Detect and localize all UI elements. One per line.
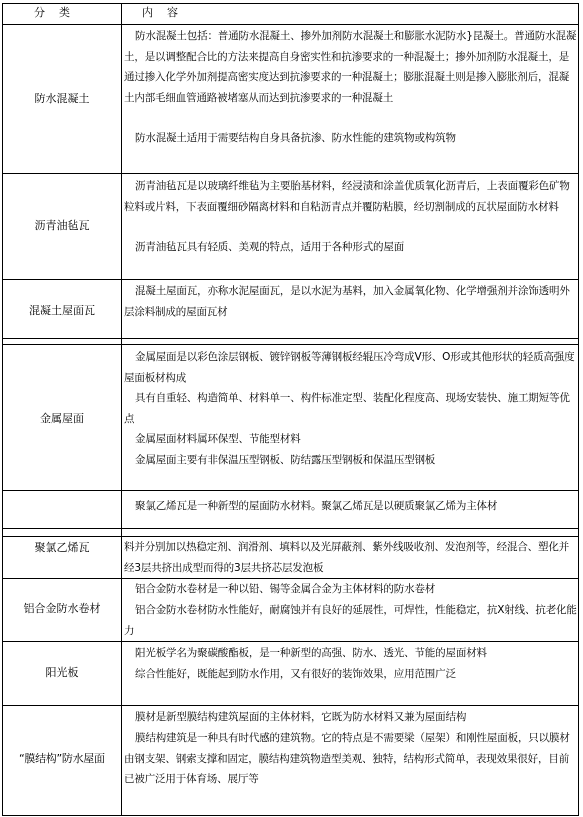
content-paragraph: 混凝土屋面瓦，亦称水泥屋面瓦，是以水泥为基料，加入金属氧化物、化学增强剂并涂饰透明外层涂料制成的屋面瓦材	[124, 285, 570, 318]
category-cell: 沥青油毡瓦	[34, 219, 90, 232]
section-break-line	[2, 344, 579, 345]
category-cell: 混凝土屋面瓦	[29, 304, 95, 317]
content-paragraph: 料并分别加以热稳定剂、润滑剂、填料以及光屏蔽剂、紫外线吸收剂、发泡剂等，经混合、塑化并经3层共挤出成型而得的3层共挤芯层发泡板	[124, 541, 570, 574]
content-paragraph: 金属屋面材料属环保型、节能型材料	[135, 433, 301, 445]
content-paragraph: 沥青油毡瓦是以玻璃纤维毡为主要胎基材料，经浸渍和涂盖优质氧化沥青后，上表面覆彩色矿物粒料或片料，下表面覆细砂隔离材料和自粘沥青点并覆防粘膜，经切割制成的瓦状屋面防水材料	[124, 180, 570, 213]
row-divider	[2, 490, 579, 491]
row-divider	[2, 641, 579, 642]
content-paragraph: 沥青油毡瓦具有轻质、美观的特点，适用于各种形式的屋面	[135, 241, 405, 253]
table-border-bottom-section	[2, 528, 579, 529]
column-divider	[121, 3, 122, 815]
content-paragraph: 综合性能好，既能起到防水作用，又有很好的装饰效果，应用范围广泛	[135, 668, 456, 680]
row-divider	[2, 705, 579, 706]
table-border-left	[2, 3, 3, 815]
content-paragraph: 膜材是新型膜结构建筑屋面的主体材料，它既为防水材料又兼为屋面结构	[135, 711, 467, 723]
category-cell: 阳光板	[45, 666, 79, 679]
table-border-right	[578, 3, 579, 815]
content-paragraph: 金属屋面是以彩色涂层钢板、镀锌钢板等薄钢板经辊压冷弯成V形、O形或其他形状的轻质高强度屋面板材构成	[124, 351, 575, 384]
content-paragraph: 防水混凝土适用于需要结构自身具备抗渗、防水性能的建筑物或构筑物	[135, 132, 456, 144]
header-category: 分 类	[34, 6, 70, 19]
content-paragraph: 具有自重轻、构造简单、材料单一、构件标准定型、装配化程度高、现场安装快、施工期短等优点	[124, 392, 570, 425]
category-cell: “膜结构”防水屋面	[19, 752, 105, 765]
content-paragraph: 金属屋面主要有非保温压型钢板、防结露压型钢板和保温压型钢板	[135, 454, 436, 466]
category-cell: 防水混凝土	[34, 92, 90, 105]
category-cell: 金属屋面	[40, 412, 84, 425]
content-paragraph: 膜结构建筑是一种具有时代感的建筑物。它的特点是不需要梁（屋架）和刚性屋面板，只以膜材由钢支架、钢索支撑和固定，膜结构建筑物造型美观、独特，结构形式简单，表现效果很好，目前已被广泛用于体育场、展厅等	[124, 732, 570, 785]
row-divider	[2, 338, 579, 339]
category-cell: 铝合金防水卷材	[23, 602, 101, 615]
content-paragraph: 铝合金防水卷材是一种以铅、锡等金属合金为主体材料的防水卷材	[135, 583, 436, 595]
table-border-top	[2, 3, 579, 4]
content-paragraph: 铝合金防水卷材防水性能好，耐腐蚀并有良好的延展性，可焊性，性能稳定，抗X射线、抗老化能力	[124, 604, 577, 637]
header-content: 内 容	[142, 6, 178, 19]
content-paragraph: 防水混凝土包括：普通防水混凝土、掺外加剂防水混凝土和膨胀水泥防水}昆凝土。普通防水混凝土，是以调整配合比的方法来提高自身密实性和抗渗要求的一种混凝土；掺外加剂防水混凝土，是通过掺入化学外加剂提高密实度达到抗渗要求的一种混凝土；膨胀混凝土则是掺入膨胀剂后，混凝土内部毛细血管通路被堵塞从而达到抗渗要求的一种混凝土	[124, 30, 577, 104]
content-paragraph: 聚氯乙烯瓦是一种新型的屋面防水材料。聚氯乙烯瓦是以硬质聚氯乙烯为主体材	[135, 500, 498, 512]
row-divider	[2, 173, 579, 174]
row-divider	[2, 24, 579, 25]
category-cell: 聚氯乙烯瓦	[34, 541, 90, 554]
row-divider	[2, 279, 579, 280]
table-border-bottom	[2, 815, 579, 816]
content-paragraph: 阳光板学名为聚碳酸酯板，是一种新型的高强、防水、透光、节能的屋面材料	[135, 647, 487, 659]
